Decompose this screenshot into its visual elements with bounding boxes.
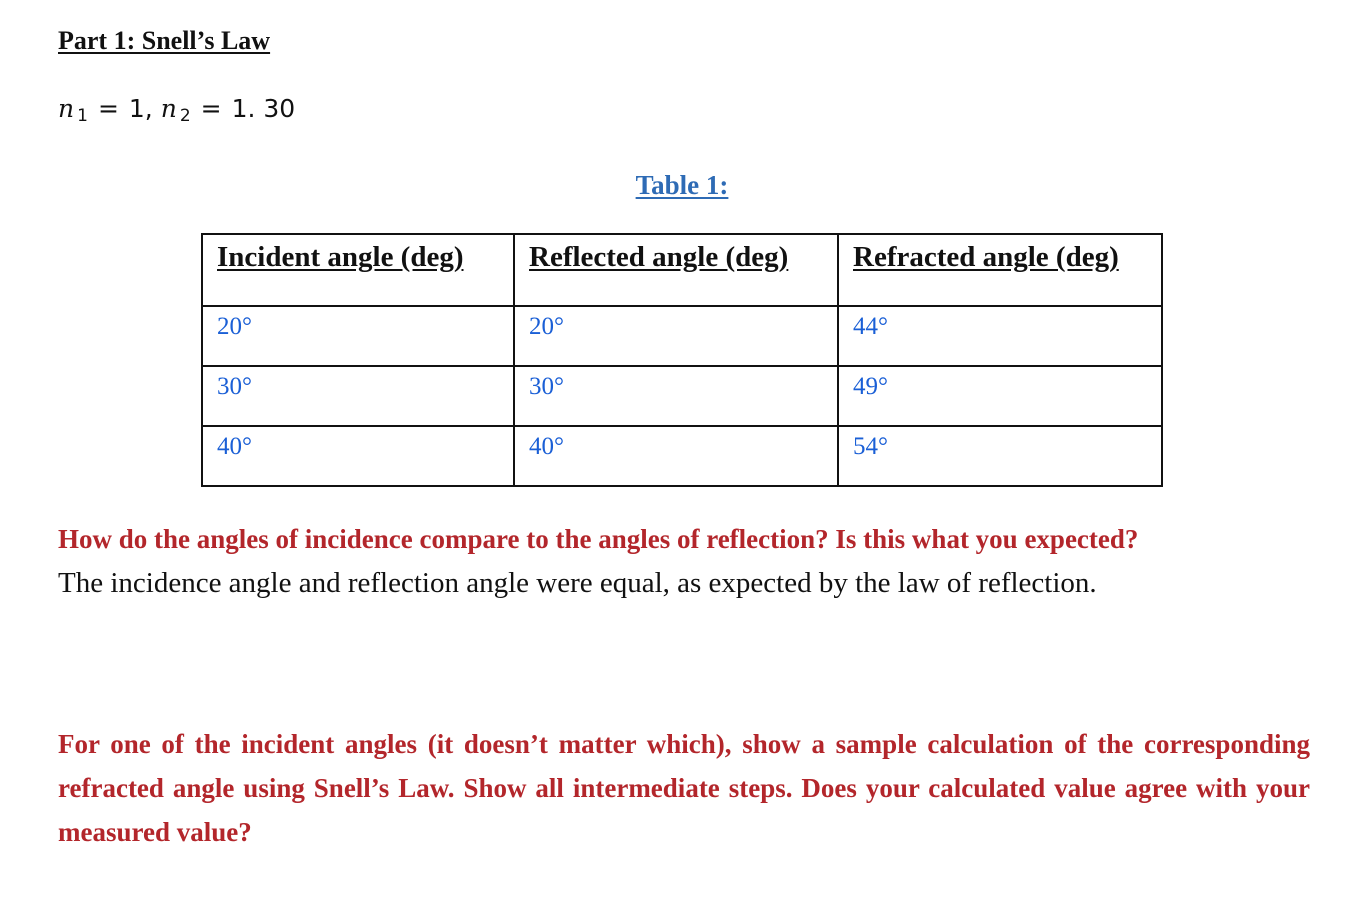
- n1-value: 1,: [128, 94, 153, 123]
- reflected-angle-cell: 40°: [514, 426, 838, 486]
- n1-variable: n: [58, 94, 75, 123]
- refracted-angle-cell: 54°: [838, 426, 1162, 486]
- answer-reflection-comparison: The incidence angle and reflection angle were equal, as expected by the law of reflection.: [58, 567, 1097, 599]
- table-row: [202, 366, 1162, 426]
- refracted-angle-cell: 49°: [838, 366, 1162, 426]
- n2-subscript: 2: [179, 106, 191, 126]
- header-incident-angle: Incident angle (deg): [202, 234, 514, 306]
- refracted-angle-cell: 44°: [838, 306, 1162, 366]
- table-row: [202, 426, 1162, 486]
- n2-variable: n: [160, 94, 177, 123]
- table-header-row: [202, 234, 1162, 306]
- refractive-index-equation: [58, 94, 296, 126]
- question-snells-law-calculation: For one of the incident angles (it doesn’t matter which), show a sample calculation of the corresponding refracted angle using Snell’s Law. Show all intermediate steps. Does your calculated value agree with your measured value?: [58, 729, 1310, 847]
- table-row: [202, 306, 1162, 366]
- header-reflected-angle: Reflected angle (deg): [514, 234, 838, 306]
- n2-value: 1. 30: [231, 94, 296, 123]
- n1-subscript: 1: [77, 106, 88, 126]
- reflected-angle-cell: 20°: [514, 306, 838, 366]
- equals-sign-1: =: [97, 94, 119, 123]
- angle-table: [201, 233, 1163, 487]
- table-caption: Table 1:: [635, 170, 729, 200]
- question-reflection-comparison: How do the angles of incidence compare to the angles of reflection? Is this what you expected?: [58, 524, 1139, 554]
- header-refracted-angle: Refracted angle (deg): [838, 234, 1162, 306]
- section-heading: Part 1: Snell’s Law: [58, 26, 271, 55]
- incident-angle-cell: 20°: [202, 306, 514, 366]
- incident-angle-cell: 40°: [202, 426, 514, 486]
- reflected-angle-cell: 30°: [514, 366, 838, 426]
- equals-sign-2: =: [200, 94, 222, 123]
- incident-angle-cell: 30°: [202, 366, 514, 426]
